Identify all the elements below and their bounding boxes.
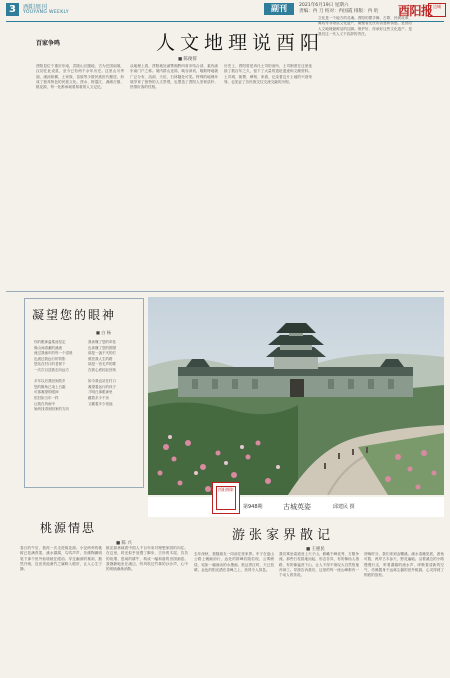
photo-title: 古城英姿 xyxy=(283,503,311,511)
essay-peach-title: 桃源情思 xyxy=(40,521,97,535)
photo-author: 邱建民 摄 xyxy=(333,504,355,510)
photo-column-stamp xyxy=(212,482,240,514)
article-byline: ■ 陈俊蓉 xyxy=(178,57,197,62)
essay-peach-column-2: 桃花源承载着中国人千百年来对理想家园的向往。在这里，时光似乎放慢了脚步，古朴的木屋、袅袅的炊烟、悠闲的耕牛，构成一幅和谐的田园画卷。我静静地坐在溪边，听风吹过竹林的沙沙声，心中的烦恼渐渐消散。 xyxy=(106,546,188,572)
publication-english-name: YOUYANG WEEKLY xyxy=(23,10,69,15)
dateline xyxy=(299,3,397,15)
photo-issue-number: 第948期 xyxy=(243,504,263,510)
essay-travel-column-2: 我们乘坐索道登上天子山，俯瞰千峰竞秀，万壑争流。那些石柱拔地而起，形态各异，有的像仙人指路，有的像猛虎下山，让人不得不惊叹大自然的鬼斧神工。导游告诉我们，这里的每一座山峰都有一个动人的传说。 xyxy=(279,552,359,578)
article-kicker: 百家争鸣 xyxy=(36,40,61,47)
page-number: 3 xyxy=(6,3,19,16)
poem-column-1: 你的眼神温柔而坚定 像山间清澈的溪流 流过我童年的每一个清晨 也流过我远行的背影 您站在村口的老树下 一次次目送我走向远方 多年以后我回到故乡 您的鬓角已染上白霜 可那凝望的眼神 依旧如当年一样 让我在风雨中 始终找得到回家的方向 xyxy=(34,340,73,412)
ancient-city-photo xyxy=(148,297,444,495)
article-column-1: 酉阳县位于重庆东南，武陵山区腹地，古为巴国南境，汉初在此设县，至今已有两千余年历史。这里山川秀丽，溪河纵横，土家族、苗族等少数民族世代聚居，形成了独具特色的民族文化。酉水、阿蓬江、龚滩古镇、桃花源，每一处都承载着厚重的人文记忆。 xyxy=(36,64,124,90)
essay-travel-column-1: 去年深秋，我随朋友一同前往张家界。车子在盘山公路上蜿蜒前行，远处的群峰若隐若现，云雾缭绕，宛如一幅流动的水墨画。抵达景区时，天已放晴，金色的阳光洒在奇峰之上，美得令人屏息。 xyxy=(194,552,274,572)
article-column-3: 历史上，酉阳曾是冉氏土司的治所，土司制度在这里延续了数百年之久，留下了大量的遗址遗迹和文献资料。土司城、衙署、碑刻、家谱，记录着这片土地的兴衰荣辱，也见证了各民族交往交流交融的历程。 xyxy=(224,64,312,84)
essay-travel-title: 游张家界散记 xyxy=(232,528,335,543)
issue-date: 2021年6月19日 星期六 xyxy=(299,3,349,8)
masthead-seal: 边城 xyxy=(428,3,446,17)
article-title: 人文地理说酉阳 xyxy=(155,32,324,54)
publication-name: 酉阳周刊 xyxy=(23,4,48,11)
masthead-logo: 酉阳报 xyxy=(398,4,433,18)
ancient-city-photo-drawing xyxy=(148,297,444,495)
section-divider xyxy=(6,291,444,292)
essay-travel-byline: ■ 王惠民 xyxy=(306,547,325,552)
poem-column-2: 我读懂了您的牵挂 也读懂了您的期望 那是一盏不灭的灯 照亮我人生的路 那是一首无声的歌 在我心底轻轻回荡 如今我也站在村口 凝望着远行的孩子 才明白那眼神里 藏着多少不舍 又藏着多少祝福 xyxy=(88,340,116,406)
section-label: 副刊 xyxy=(264,3,294,15)
poem-title: 凝望您的眼神 xyxy=(32,308,117,322)
photo-column-stamp-text: 酉阳摄影 xyxy=(216,486,236,510)
essay-peach-column-1: 春日的午后，我再一次走进桃花源。小径两旁的桃树已挂满青果，溪水潺潺，鸟鸣声声，仿佛陶渊明笔下那个世外仙境就在眼前。穿过幽深的秦洞，豁然开朗，良田美池桑竹之属映入眼帘，让人心生宁静。 xyxy=(20,546,102,572)
poem-author: ■ 白 杨 xyxy=(96,330,111,335)
essay-peach-byline: ■ 陈 兴 xyxy=(116,541,132,546)
article-column-4: 文化是一个地方的灵魂。酉阳的摆手舞、古歌、民间故事、傩戏等非物质文化遗产，凝聚着先民的智慧和情感，是酉阳人文地理最鲜活的注脚。保护好、传承好这些文化遗产，是我们这一代人义不容辞的责任。 xyxy=(318,16,412,36)
editor-credits: 责编：冉 刀 校对：冉国霞 排版：冉 珩 xyxy=(299,9,379,14)
article-column-2: 从地理上看，酉阳地处渝鄂湘黔四省市结合部，素有渝东南门户之称。境内群山连绵，峡谷深切，喀斯特地貌广泛分布，溶洞、天坑、石林随处可见。特殊的地理环境孕育了独特的人文景观，也塑造了酉阳人坚韧质朴、热情好客的性格。 xyxy=(130,64,218,90)
essay-travel-column-3: 傍晚时分，我们来到金鞭溪。溪水清澈见底，游鱼可数，两岸古木参天，野花遍地。沿着溪边的小路慢慢行走，听着潺潺的流水声，呼吸着清新的空气，仿佛置身于远离尘嚣的世外桃源，心灵得到了彻底的放松。 xyxy=(364,552,444,578)
